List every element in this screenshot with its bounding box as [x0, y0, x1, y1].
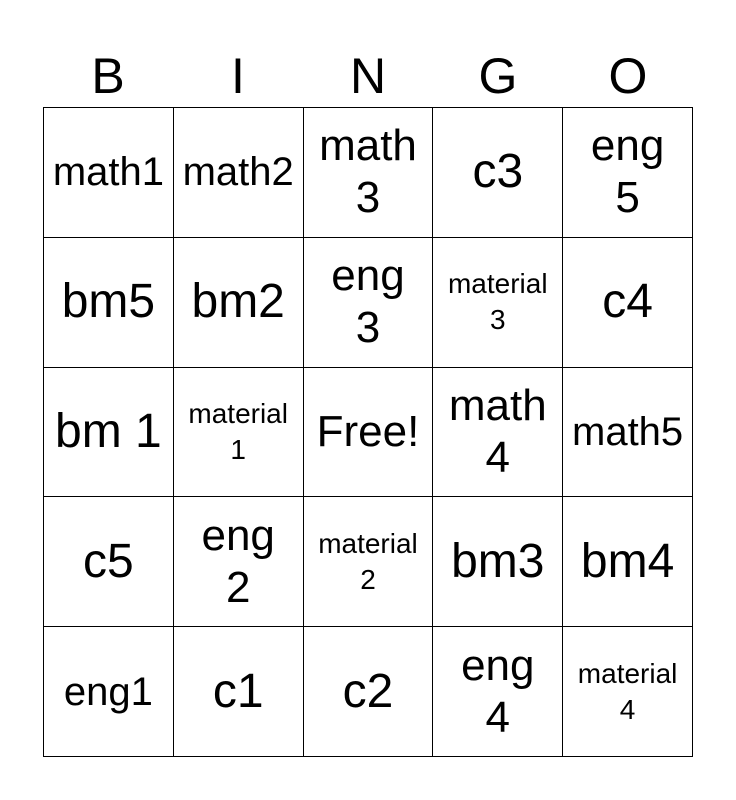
cell-label: eng 4 [461, 640, 535, 742]
bingo-cell-free[interactable] [304, 368, 434, 498]
bingo-cell-r3c4[interactable] [433, 368, 563, 498]
bingo-cell-r2c1[interactable] [44, 238, 174, 368]
bingo-cell-r1c4[interactable] [433, 108, 563, 238]
cell-label: math5 [572, 409, 684, 454]
cell-label: material 4 [577, 657, 678, 725]
bingo-cell-r5c3[interactable] [304, 627, 434, 757]
bingo-board [43, 107, 693, 757]
free-space-label: Free! [316, 406, 420, 456]
cell-label: material 1 [188, 397, 288, 465]
bingo-cell-r3c2[interactable] [174, 368, 304, 498]
cell-label: bm3 [451, 534, 545, 588]
bingo-cell-r3c1[interactable] [44, 368, 174, 498]
cell-label: math 4 [448, 380, 547, 482]
cell-label: math 3 [319, 121, 417, 223]
bingo-cell-r2c2[interactable] [174, 238, 304, 368]
header-letter-g: G [478, 48, 518, 104]
bingo-cell-r4c2[interactable] [174, 497, 304, 627]
cell-label: c2 [342, 664, 394, 718]
header-letter-n: N [349, 48, 387, 104]
header-letter-o: O [608, 48, 648, 104]
cell-label: material 3 [447, 268, 548, 336]
bingo-header [43, 46, 693, 106]
bingo-cell-r1c3[interactable] [304, 108, 434, 238]
bingo-cell-r2c5[interactable] [563, 238, 693, 368]
cell-label: bm2 [191, 275, 285, 329]
cell-label: bm4 [580, 534, 675, 588]
bingo-cell-r4c5[interactable] [563, 497, 693, 627]
cell-label: eng 2 [201, 510, 275, 612]
bingo-cell-r1c2[interactable] [174, 108, 304, 238]
bingo-cell-r2c4[interactable] [433, 238, 563, 368]
cell-label: bm 1 [55, 404, 162, 458]
bingo-cell-r4c1[interactable] [44, 497, 174, 627]
bingo-cell-r5c2[interactable] [174, 627, 304, 757]
bingo-cell-r1c1[interactable] [44, 108, 174, 238]
cell-label: eng1 [63, 669, 153, 714]
header-letter-i: I [231, 48, 245, 104]
cell-label: c1 [212, 664, 264, 718]
cell-label: eng 3 [331, 251, 405, 353]
bingo-cell-r5c4[interactable] [433, 627, 563, 757]
bingo-cell-r1c5[interactable] [563, 108, 693, 238]
bingo-cell-r3c5[interactable] [563, 368, 693, 498]
bingo-cell-r4c4[interactable] [433, 497, 563, 627]
header-letter-b: B [91, 48, 125, 104]
bingo-cell-r5c1[interactable] [44, 627, 174, 757]
cell-label: bm5 [61, 275, 156, 329]
cell-label: c4 [602, 275, 653, 329]
bingo-cell-r5c5[interactable] [563, 627, 693, 757]
cell-label: eng 5 [590, 121, 665, 223]
cell-label: c5 [83, 534, 134, 588]
cell-label: math1 [52, 150, 164, 195]
bingo-cell-r2c3[interactable] [304, 238, 434, 368]
cell-label: math2 [182, 150, 294, 195]
cell-label: c3 [472, 145, 524, 199]
bingo-cell-r4c3[interactable] [304, 497, 434, 627]
cell-label: material 2 [318, 527, 418, 595]
